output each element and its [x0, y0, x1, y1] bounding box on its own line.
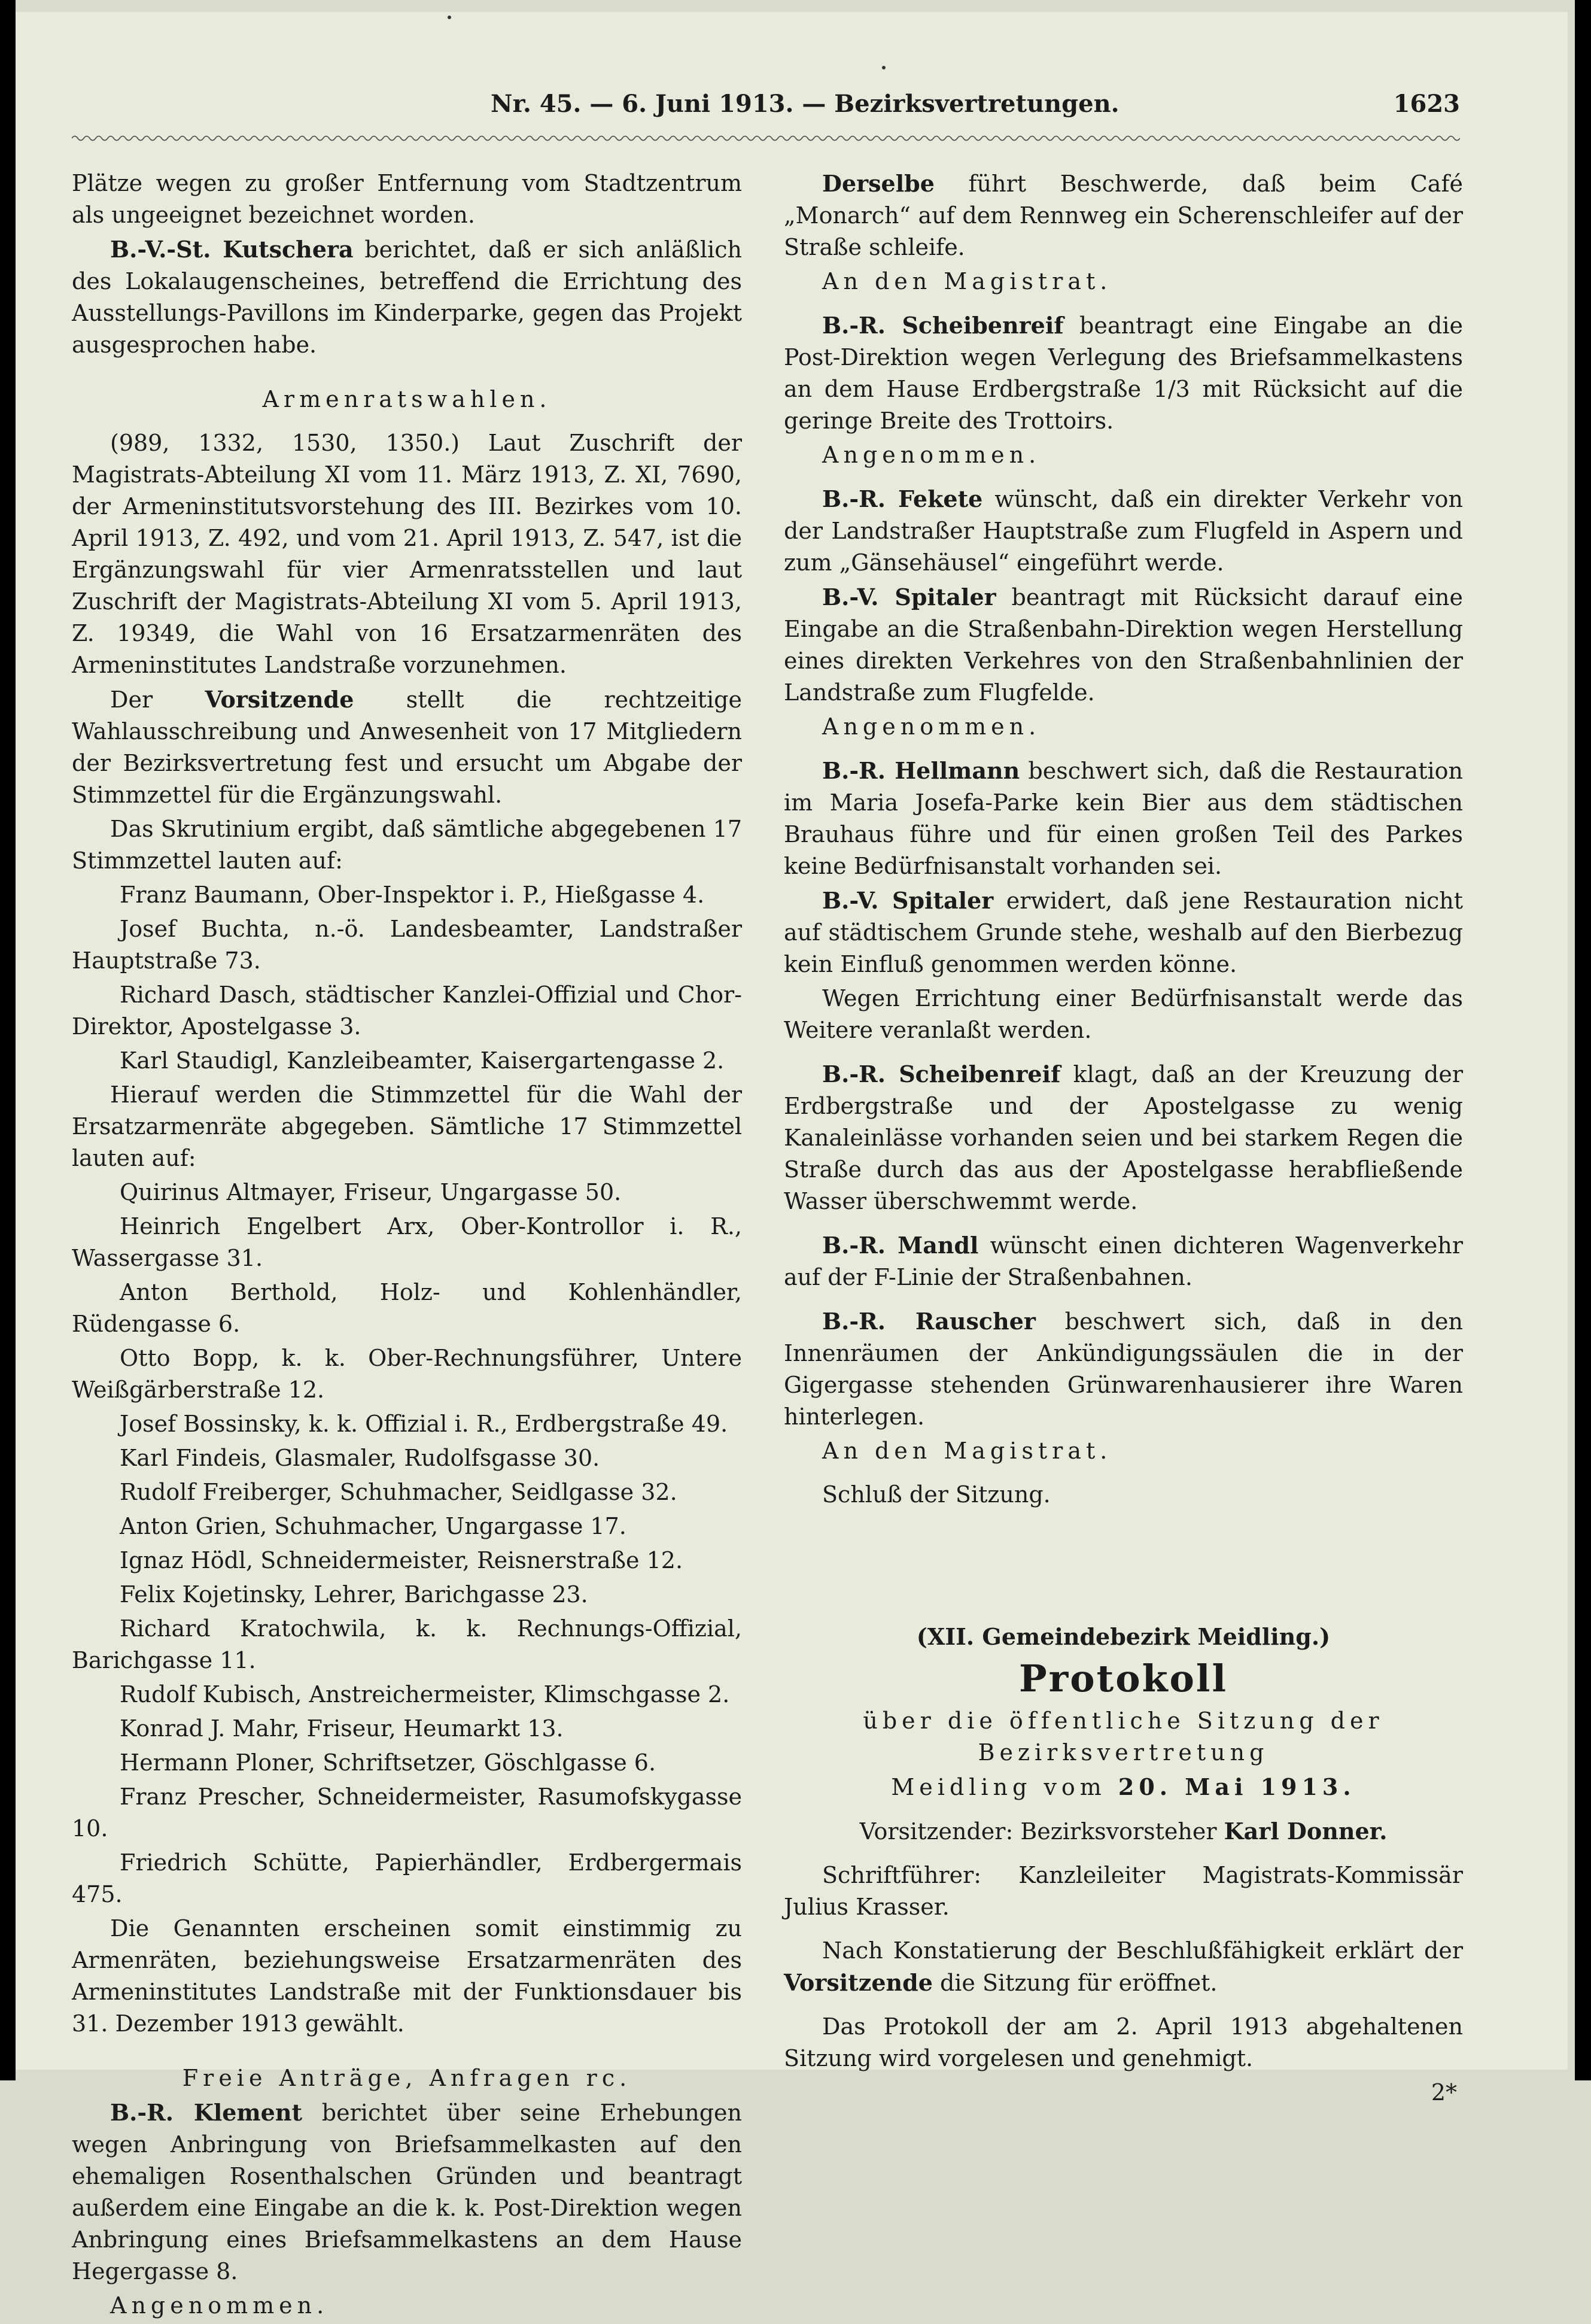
- speaker-name: B.-R. Scheibenreif: [822, 312, 1064, 339]
- list-item: Richard Dasch, städtischer Kanzlei-Offizial und Chor-Direktor, Apostelgasse 3.: [72, 982, 742, 1040]
- list-item: Rudolf Kubisch, Anstreichermeister, Klimschgasse 2.: [120, 1681, 730, 1708]
- list-item: Friedrich Schütte, Papierhändler, Erdbergermais 475.: [72, 1849, 742, 1907]
- paragraph-text: berichtet über seine Erhebungen wegen Anbringung von Briefsammelkasten auf den ehemaligen Rosenthalschen Gründen und beantragt außerdem eine Eingabe an die k. k. Post-Direktion wegen Anbringung eines Briefsammelkastens an dem Hause Hegergasse 8.: [72, 2100, 742, 2284]
- chair-name: Karl Donner.: [1224, 1818, 1388, 1845]
- chair-label: Vorsitzender: Bezirksvorsteher: [859, 1818, 1224, 1845]
- paragraph: [784, 309, 1463, 437]
- speaker-name: B.-V.-St. Kutschera: [110, 236, 354, 263]
- paragraph-text: führt Beschwerde, daß beim Café „Monarch“ auf dem Rennweg ein Scherenschleifer auf der Straße schleife.: [784, 171, 1463, 260]
- page-header: [36, 90, 1460, 126]
- chair-line: [784, 1815, 1463, 1848]
- paragraph-text: stellt die rechtzeitige Wahlausschreibung und Anwesenheit von 17 Mitgliedern der Bezirksvertretung fest und ersucht um Abgabe der Stimmzettel für die Ergänzungswahl.: [72, 686, 742, 808]
- paragraph-text: beantragt mit Rücksicht darauf eine Eingabe an die Straßenbahn-Direktion wegen Herstellung eines direkten Verkehres von den Straßenbahnlinien der Landstraße zum Flugfelde.: [784, 584, 1464, 706]
- scan-speck: [882, 66, 886, 69]
- resolution: Angenommen.: [110, 2292, 329, 2319]
- protokoll-district: Meidling vom: [891, 1774, 1118, 1800]
- speaker-name: B.-R. Fekete: [822, 485, 983, 512]
- paragraph: [784, 885, 1463, 980]
- scan-border-left: [0, 0, 16, 2080]
- list-item: Franz Prescher, Schneidermeister, Rasumofskygasse 10.: [72, 1784, 742, 1842]
- resolution: An den Magistrat.: [822, 268, 1112, 294]
- speaker-name: B.-R. Scheibenreif: [822, 1061, 1061, 1087]
- list-item: Ignaz Hödl, Schneidermeister, Reisnerstraße 12.: [120, 1547, 683, 1573]
- scan-border-right: [1575, 0, 1591, 2080]
- list-item: Josef Buchta, n.-ö. Landesbeamter, Landstraßer Hauptstraße 73.: [72, 916, 742, 974]
- list-item: Josef Bossinsky, k. k. Offizial i. R., Erdbergstraße 49.: [120, 1411, 728, 1437]
- resolution: Angenommen.: [822, 713, 1041, 740]
- paragraph: Das Protokoll der am 2. April 1913 abgehaltenen Sitzung wird vorgelesen und genehmigt.: [784, 2013, 1463, 2071]
- paragraph-text: Nach Konstatierung der Beschlußfähigkeit erklärt der: [822, 1937, 1463, 1964]
- bezirk-heading: (XII. Gemeindebezirk Meidling.): [916, 1623, 1331, 1650]
- list-item: Karl Staudigl, Kanzleibeamter, Kaisergartengasse 2.: [120, 1047, 725, 1074]
- resolution: An den Magistrat.: [822, 1438, 1112, 1464]
- resolution: Angenommen.: [822, 442, 1041, 468]
- paragraph: [72, 233, 742, 361]
- header-rule: [72, 134, 1460, 142]
- paragraph: [72, 683, 742, 811]
- speaker-name: B.-V. Spitaler: [822, 584, 996, 610]
- list-item: Karl Findeis, Glasmaler, Rudolfsgasse 30.: [120, 1445, 600, 1471]
- paragraph: [784, 581, 1463, 709]
- paragraph: Plätze wegen zu großer Entfernung vom Stadtzentrum als ungeeignet bezeichnet worden.: [72, 170, 742, 228]
- list-item: Rudolf Freiberger, Schuhmacher, Seidlgasse 32.: [120, 1479, 677, 1505]
- paragraph-text: erwidert, daß jene Restauration nicht auf städtischem Grunde stehe, weshalb auf den Bierbezug kein Einfluß genommen werden könne.: [784, 888, 1463, 977]
- paragraph-text: klagt, daß an der Kreuzung der Erdbergstraße und der Apostelgasse zu wenig Kanaleinlässe vorhanden seien und bei starkem Regen die Straße durch das aus der Apostelgasse herabfließende Wasser überschwemmt werde.: [784, 1061, 1463, 1214]
- paragraph: Hierauf werden die Stimmzettel für die Wahl der Ersatzarmenräte abgegeben. Sämtliche 17 Stimmzettel lauten auf:: [72, 1082, 742, 1171]
- paragraph: [784, 1935, 1463, 1999]
- page-number: 1623: [1393, 90, 1460, 118]
- paragraph: [784, 168, 1463, 263]
- paragraph-text: beschwert sich, daß in den Innenräumen der Ankündigungssäulen die in der Gigergasse stehenden Grünwarenhausierer ihre Waren hinterlegen.: [784, 1308, 1464, 1430]
- list-item: Otto Bopp, k. k. Ober-Rechnungsführer, Untere Weißgärberstraße 12.: [72, 1345, 742, 1403]
- protokoll-date: 20. Mai 1913.: [1118, 1773, 1356, 1800]
- list-item: Heinrich Engelbert Arx, Ober-Kontrollor i. R., Wassergasse 31.: [72, 1213, 742, 1271]
- paragraph: [784, 1229, 1463, 1293]
- speaker-name: Vorsitzende: [205, 686, 354, 713]
- protokoll-subtitle: über die öffentliche Sitzung der Bezirksvertretung: [863, 1708, 1384, 1766]
- header-title: Nr. 45. — 6. Juni 1913. — Bezirksvertretungen.: [491, 90, 1120, 118]
- armenrat-list: [72, 879, 742, 1077]
- paragraph-text: wünscht einen dichteren Wagenverkehr auf der F-Linie der Straßenbahnen.: [784, 1232, 1463, 1290]
- protokoll-date-line: [784, 1771, 1463, 1803]
- right-column: [784, 168, 1463, 2111]
- paragraph: Das Skrutinium ergibt, daß sämtliche abgegebenen 17 Stimmzettel lauten auf:: [72, 816, 742, 874]
- paragraph: Wegen Errichtung einer Bedürfnisanstalt werde das Weitere veranlaßt werden.: [784, 985, 1463, 1043]
- speaker-name: B.-R. Rauscher: [822, 1308, 1036, 1335]
- speaker-name: Vorsitzende: [784, 1969, 933, 1996]
- section-heading: Armenratswahlen.: [262, 386, 552, 412]
- paragraph-text: die Sitzung für eröffnet.: [932, 1970, 1218, 1996]
- list-item: Anton Berthold, Holz- und Kohlenhändler, Rüdengasse 6.: [72, 1279, 742, 1337]
- paragraph: [72, 2097, 742, 2287]
- speaker-name: Derselbe: [822, 170, 935, 197]
- paragraph: [784, 1058, 1463, 1217]
- paragraph-text: beantragt eine Eingabe an die Post-Direktion wegen Verlegung des Briefsammelkastens an dem Hause Erdbergstraße 1/3 mit Rücksicht auf die geringe Breite des Trottoirs.: [784, 312, 1463, 434]
- list-item: Konrad J. Mahr, Friseur, Heumarkt 13.: [120, 1715, 564, 1742]
- list-item: Franz Baumann, Ober-Inspektor i. P., Hießgasse 4.: [120, 882, 705, 908]
- secretary-line: Schriftführer: Kanzleileiter Magistrats-Kommissär Julius Krasser.: [784, 1862, 1463, 1920]
- paragraph-text: wünscht, daß ein direkter Verkehr von der Landstraßer Hauptstraße zum Flugfeld in Aspern und zum „Gänsehäusel“ eingeführt werde.: [784, 486, 1463, 576]
- speaker-name: B.-R. Klement: [110, 2099, 303, 2126]
- section-heading: Freie Anträge, Anfragen rc.: [182, 2065, 632, 2091]
- list-item: Hermann Ploner, Schriftsetzer, Göschlgasse 6.: [120, 1749, 656, 1776]
- left-column: [72, 168, 742, 2324]
- list-item: Quirinus Altmayer, Friseur, Ungargasse 50.: [120, 1179, 622, 1205]
- protokoll-title: Protokoll: [1018, 1657, 1228, 1700]
- paragraph: [784, 1305, 1463, 1433]
- speaker-name: B.-R. Mandl: [822, 1232, 979, 1259]
- ersatzarmenrat-list: [72, 1177, 742, 1910]
- paragraph-text: beschwert sich, daß die Restauration im Maria Josefa-Parke kein Bier aus dem städtischen Brauhaus führe und für einen großen Teil des Parkes keine Bedürfnisanstalt vorhanden sei.: [784, 758, 1463, 879]
- closing-line: Schluß der Sitzung.: [822, 1481, 1051, 1508]
- paragraph-text: berichtet, daß er sich anläßlich des Lokalaugenscheines, betreffend die Errichtung des Ausstellungs-Pavillons im Kinderparke, gegen das Projekt ausgesprochen habe.: [72, 236, 742, 358]
- paragraph: [784, 483, 1463, 579]
- paragraph-text: Der: [110, 686, 205, 713]
- speaker-name: B.-V. Spitaler: [822, 887, 994, 914]
- scan-speck: [448, 16, 451, 19]
- list-item: Anton Grien, Schuhmacher, Ungargasse 17.: [120, 1513, 626, 1539]
- speaker-name: B.-R. Hellmann: [822, 757, 1020, 784]
- signature-mark: 2*: [1431, 2079, 1457, 2106]
- list-item: Felix Kojetinsky, Lehrer, Barichgasse 23.: [120, 1581, 588, 1608]
- paragraph: [784, 755, 1463, 882]
- paragraph: (989, 1332, 1530, 1350.) Laut Zuschrift der Magistrats-Abteilung XI vom 11. März 1913, Z. XI, 7690, der Armeninstitutsvorstehung des III. Bezirkes vom 10. April 1913, Z. 492, und vom 21. April 1913, Z. 547, ist die Ergänzungswahl für vier Armenratsstellen und laut Zuschrift der Magistrats-Abteilung XI vom 5. April 1913, Z. 19349, die Wahl von 16 Ersatzarmenräten des Armeninstitutes Landstraße vorzunehmen.: [72, 430, 742, 678]
- list-item: Richard Kratochwila, k. k. Rechnungs-Offizial, Barichgasse 11.: [72, 1615, 742, 1673]
- paragraph: Die Genannten erscheinen somit einstimmig zu Armenräten, beziehungsweise Ersatzarmenräten des Armeninstitutes Landstraße mit der Funktionsdauer bis 31. Dezember 1913 gewählt.: [72, 1915, 742, 2037]
